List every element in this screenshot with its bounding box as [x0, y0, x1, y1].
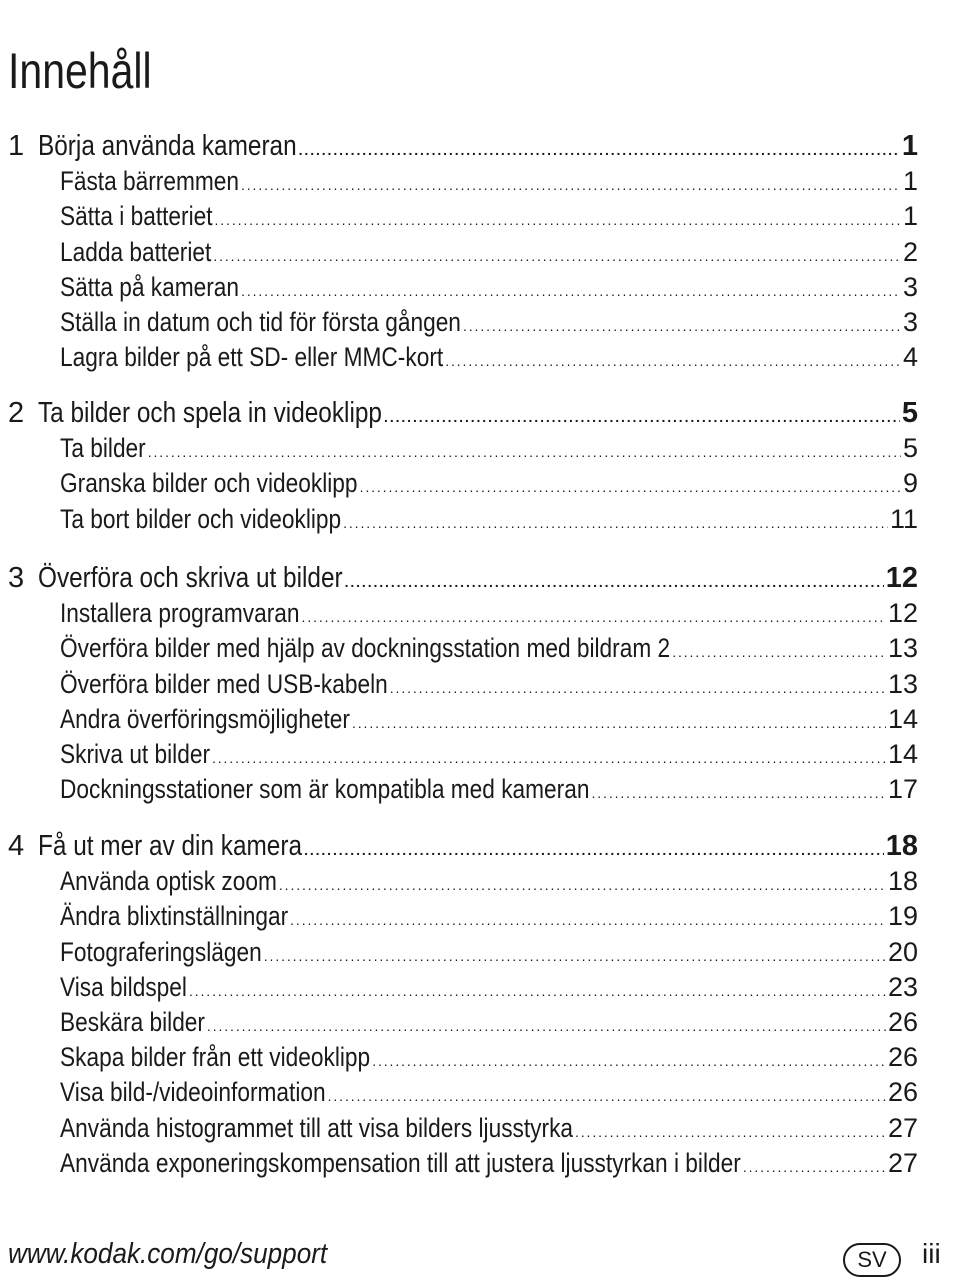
dot-leader — [352, 701, 886, 741]
toc-page-number: 4 — [902, 342, 918, 373]
page-number: iii — [922, 1238, 941, 1269]
section-title: Skapa bilder från ett videoklipp — [60, 1042, 371, 1073]
section-title: Visa bild-/videoinformation — [60, 1077, 326, 1108]
dot-leader — [575, 1110, 886, 1150]
section-title: Överföra bilder med hjälp av dockningsstation med bildram 2 — [60, 633, 671, 664]
toc-entry-line — [38, 128, 918, 168]
section-title: Sätta på kameran — [60, 271, 240, 302]
section-title: Ladda batteriet — [60, 236, 212, 267]
toc-entry-line — [60, 163, 918, 203]
toc-page-number: 23 — [887, 971, 918, 1002]
dot-leader — [148, 430, 901, 470]
toc-page-number: 13 — [887, 633, 918, 664]
toc-chapter-entry[interactable] — [0, 560, 940, 596]
section-title: Sätta i batteriet — [60, 201, 213, 232]
toc-section-entry[interactable] — [0, 430, 940, 466]
section-title: Lagra bilder på ett SD- eller MMC-kort — [60, 342, 444, 373]
chapter-title: Få ut mer av din kamera — [38, 830, 303, 862]
toc-entry-line — [60, 234, 918, 274]
toc-page-number: 1 — [901, 130, 918, 162]
dot-leader — [360, 465, 901, 505]
dot-leader — [215, 198, 901, 238]
toc-entry-line — [60, 269, 918, 309]
dot-leader — [212, 736, 886, 776]
toc-page-number: 5 — [902, 433, 918, 464]
toc-section-entry[interactable] — [0, 1074, 940, 1110]
section-title: Överföra bilder med USB-kabeln — [60, 668, 388, 699]
chapter-title: Börja använda kameran — [38, 130, 297, 162]
dot-leader — [463, 304, 901, 344]
toc-section-entry[interactable] — [0, 1145, 940, 1181]
toc-page-number: 5 — [901, 397, 918, 429]
toc-section-entry[interactable] — [0, 736, 940, 772]
toc-page-number: 12 — [887, 598, 918, 629]
chapter-number: 3 — [8, 562, 25, 594]
toc-page-number: 18 — [887, 866, 918, 897]
section-title: Använda histogrammet till att visa bilders ljusstyrka — [60, 1112, 574, 1143]
dot-leader — [445, 339, 901, 379]
toc-chapter-entry[interactable] — [0, 395, 940, 431]
toc-entry-line — [60, 465, 918, 505]
section-title: Ställa in datum och tid för första gången — [60, 307, 461, 337]
toc-entry-line — [60, 898, 918, 938]
toc-section-entry[interactable] — [0, 501, 940, 537]
dot-leader — [328, 1074, 886, 1114]
chapter-number: 2 — [8, 397, 25, 429]
toc-page-number: 1 — [902, 166, 918, 197]
dot-leader — [384, 395, 900, 435]
dot-leader — [189, 969, 886, 1009]
toc-entry-line — [60, 198, 918, 238]
toc-section-entry[interactable] — [0, 1004, 940, 1040]
toc-entry-line — [60, 701, 918, 741]
toc-section-entry[interactable] — [0, 339, 940, 375]
toc-entry-line — [60, 1110, 918, 1150]
section-title: Dockningsstationer som är kompatibla med kameran — [60, 774, 590, 805]
toc-entry-line — [60, 501, 918, 541]
toc-entry-line — [60, 771, 918, 811]
section-title: Använda exponeringskompensation till att justera ljusstyrkan i bilder — [60, 1147, 741, 1178]
section-title: Fästa bärremmen — [60, 166, 239, 197]
toc-section-entry[interactable] — [0, 198, 940, 234]
toc-page-number: 11 — [889, 503, 918, 534]
toc-page-number: 17 — [887, 774, 918, 805]
toc-entry-line — [60, 969, 918, 1009]
dot-leader — [302, 595, 886, 635]
toc-section-entry[interactable] — [0, 163, 940, 199]
toc-entry-line — [60, 339, 918, 379]
toc-entry-line — [60, 736, 918, 776]
section-title: Andra överföringsmöjligheter — [60, 703, 350, 734]
toc-section-entry[interactable] — [0, 630, 940, 666]
section-title: Använda optisk zoom — [60, 866, 277, 897]
dot-leader — [372, 1039, 886, 1079]
toc-entry-line — [60, 595, 918, 635]
section-title: Granska bilder och videoklipp — [60, 468, 358, 499]
toc-section-entry[interactable] — [0, 1039, 940, 1075]
toc-page-number: 26 — [887, 1007, 918, 1037]
dot-leader — [299, 128, 900, 168]
toc-section-entry[interactable] — [0, 934, 940, 970]
toc-section-entry[interactable] — [0, 465, 940, 501]
dot-leader — [672, 630, 886, 670]
dot-leader — [743, 1145, 886, 1185]
dot-leader — [591, 771, 885, 811]
dot-leader — [279, 863, 886, 903]
dot-leader — [241, 269, 901, 309]
section-title: Ta bort bilder och videoklipp — [60, 503, 342, 534]
support-url-link[interactable]: www.kodak.com/go/support — [8, 1238, 328, 1270]
dot-leader — [241, 163, 901, 203]
dot-leader — [390, 666, 886, 706]
toc-page-number: 26 — [887, 1077, 918, 1108]
section-title: Ändra blixtinställningar — [60, 901, 289, 932]
toc-entry-line — [60, 863, 918, 903]
toc-section-entry[interactable] — [0, 269, 940, 305]
toc-entry-line — [60, 1074, 918, 1114]
toc-section-entry[interactable] — [0, 666, 940, 702]
toc-page-number: 3 — [902, 271, 918, 302]
chapter-number: 1 — [8, 130, 25, 162]
toc-section-entry[interactable] — [0, 969, 940, 1005]
toc-entry-line — [60, 1004, 918, 1044]
toc-entry-line — [60, 430, 918, 470]
dot-leader — [290, 898, 886, 938]
toc-page-number: 12 — [885, 562, 918, 594]
toc-page-number: 26 — [887, 1042, 918, 1073]
toc-chapter-entry[interactable] — [0, 828, 940, 864]
dot-leader — [304, 828, 884, 868]
chapter-title: Ta bilder och spela in videoklipp — [38, 397, 382, 429]
toc-section-entry[interactable] — [0, 771, 940, 807]
toc-section-entry[interactable] — [0, 898, 940, 934]
dot-leader — [213, 234, 901, 274]
toc-page-number: 27 — [887, 1147, 918, 1178]
section-title: Beskära bilder — [60, 1007, 205, 1037]
toc-entry-line — [60, 666, 918, 706]
section-title: Installera programvaran — [60, 598, 300, 629]
toc-page-number: 9 — [902, 468, 918, 499]
toc-page-number: 20 — [887, 936, 918, 967]
section-title: Skriva ut bilder — [60, 739, 211, 769]
chapter-title: Överföra och skriva ut bilder — [38, 562, 343, 594]
toc-entry-line — [60, 304, 918, 344]
toc-page-number: 2 — [902, 236, 918, 267]
toc-page-number: 27 — [887, 1112, 918, 1143]
toc-section-entry[interactable] — [0, 234, 940, 270]
toc-page-number: 1 — [902, 201, 918, 232]
chapter-number: 4 — [8, 830, 25, 862]
toc-page-number: 19 — [887, 901, 918, 932]
toc-entry-line — [60, 934, 918, 974]
toc-section-entry[interactable] — [0, 863, 940, 899]
toc-page-number: 3 — [902, 307, 918, 337]
section-title: Fotograferingslägen — [60, 936, 262, 967]
dot-leader — [264, 934, 886, 974]
toc-page-number: 18 — [885, 830, 918, 862]
toc-entry-line — [60, 630, 918, 670]
toc-entry-line — [38, 560, 918, 600]
toc-entry-line — [60, 1039, 918, 1079]
toc-page-number: 13 — [887, 668, 918, 699]
toc-section-entry[interactable] — [0, 701, 940, 737]
dot-leader — [343, 501, 888, 541]
toc-section-entry[interactable] — [0, 304, 940, 340]
toc-entry-line — [60, 1145, 918, 1185]
language-badge: SV — [843, 1243, 901, 1277]
dot-leader — [345, 560, 884, 600]
toc-page-number: 14 — [887, 739, 918, 769]
toc-section-entry[interactable] — [0, 595, 940, 631]
toc-entry-line — [38, 828, 918, 868]
section-title: Ta bilder — [60, 433, 146, 464]
dot-leader — [207, 1004, 886, 1044]
toc-chapter-entry[interactable] — [0, 128, 940, 164]
page-title: Innehåll — [8, 43, 152, 99]
toc-section-entry[interactable] — [0, 1110, 940, 1146]
section-title: Visa bildspel — [60, 971, 187, 1002]
toc-entry-line — [38, 395, 918, 435]
toc-page-number: 14 — [887, 703, 918, 734]
